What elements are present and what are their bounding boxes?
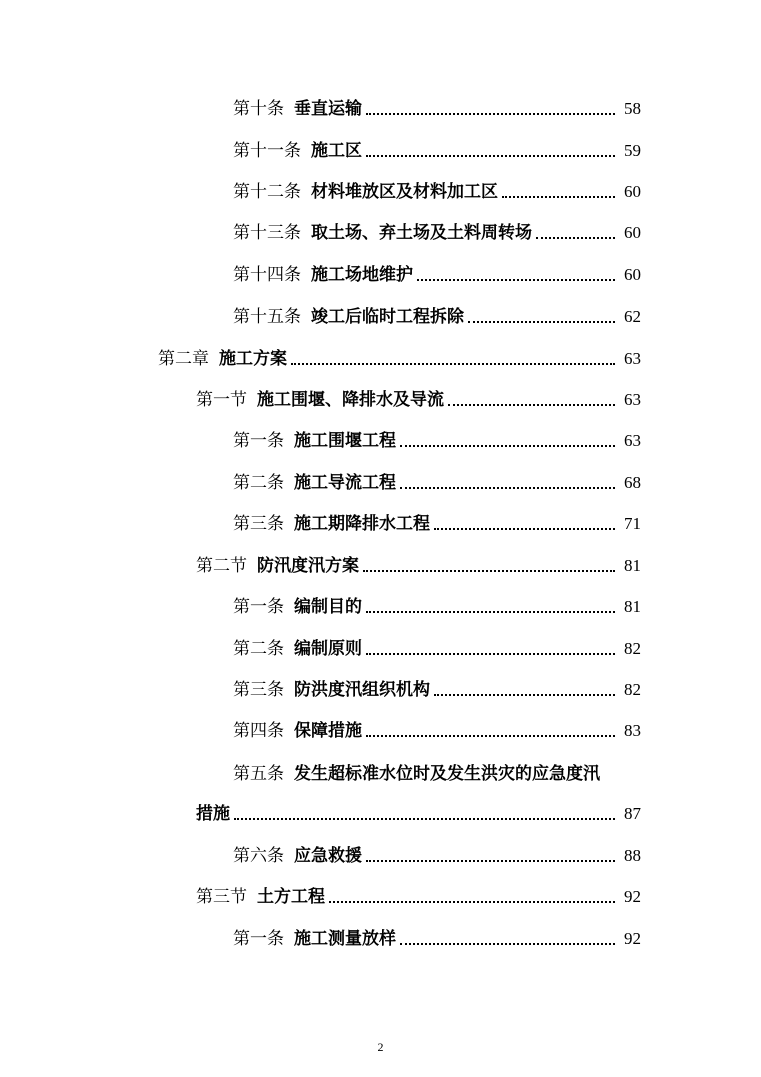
toc-entry-title: 保障措施	[294, 721, 362, 741]
toc-chapter-entry[interactable]	[158, 346, 641, 372]
toc-entry-page: 92	[624, 929, 641, 948]
toc-entry-title: 施工区	[311, 141, 362, 161]
dot-leader	[366, 113, 615, 115]
toc-entry-page: 71	[624, 514, 641, 533]
toc-entry[interactable]	[233, 304, 641, 330]
dot-leader	[234, 818, 615, 820]
dot-leader	[417, 279, 615, 281]
toc-entry-number: 第一条	[233, 431, 284, 451]
toc-entry[interactable]	[233, 179, 641, 205]
toc-entry-number: 第二条	[233, 639, 284, 659]
toc-entry-number: 第十一条	[233, 141, 301, 161]
toc-entry-page: 83	[624, 721, 641, 740]
toc-section-entry[interactable]	[196, 884, 641, 910]
toc-entry-page: 63	[624, 431, 641, 450]
dot-leader	[366, 735, 615, 737]
toc-entry-page: 81	[624, 556, 641, 575]
toc-entry-page: 60	[624, 182, 641, 201]
toc-entry-number: 第四条	[233, 721, 284, 741]
toc-entry[interactable]	[233, 262, 641, 288]
toc-entry[interactable]	[233, 470, 641, 496]
toc-entry-title: 施工方案	[219, 349, 287, 369]
toc-entry-page: 82	[624, 639, 641, 658]
dot-leader	[366, 611, 615, 613]
toc-entry-wrapped-continuation[interactable]	[196, 801, 641, 827]
dot-leader	[502, 196, 615, 198]
dot-leader	[434, 528, 615, 530]
toc-entry-page: 62	[624, 307, 641, 326]
toc-entry-page: 87	[624, 804, 641, 823]
toc-entry-title: 施工期降排水工程	[294, 514, 430, 534]
toc-entry[interactable]	[233, 220, 641, 246]
toc-entry-title: 应急救援	[294, 846, 362, 866]
toc-entry-title: 施工测量放样	[294, 929, 396, 949]
toc-entry-title: 土方工程	[257, 887, 325, 907]
dot-leader	[434, 694, 615, 696]
dot-leader	[400, 943, 615, 945]
toc-entry-number: 第三条	[233, 514, 284, 534]
toc-entry[interactable]	[233, 594, 641, 620]
toc-entry[interactable]	[233, 636, 641, 662]
toc-entry-title: 防汛度汛方案	[257, 556, 359, 576]
toc-entry-page: 58	[624, 99, 641, 118]
dot-leader	[363, 570, 615, 572]
toc-entry-number: 第二条	[233, 473, 284, 493]
toc-entry-title: 施工围堰工程	[294, 431, 396, 451]
dot-leader	[329, 901, 615, 903]
dot-leader	[400, 487, 615, 489]
toc-entry[interactable]	[233, 428, 641, 454]
toc-entry-title: 发生超标准水位时及发生洪灾的应急度汛	[294, 764, 600, 784]
toc-section-entry[interactable]	[196, 553, 641, 579]
toc-entry-number: 第一条	[233, 929, 284, 949]
toc-entry-title: 取土场、弃土场及土料周转场	[311, 223, 532, 243]
toc-entry-page: 88	[624, 846, 641, 865]
toc-entry-number: 第六条	[233, 846, 284, 866]
toc-entry[interactable]	[233, 718, 641, 744]
toc-entry-page: 82	[624, 680, 641, 699]
toc-entry-number: 第三条	[233, 680, 284, 700]
dot-leader	[536, 237, 615, 239]
toc-entry-page: 81	[624, 597, 641, 616]
toc-entry-number: 第三节	[196, 887, 247, 907]
toc-entry-title: 垂直运输	[294, 99, 362, 119]
toc-entry-title: 编制目的	[294, 597, 362, 617]
toc-entry-page: 60	[624, 265, 641, 284]
toc-section-entry[interactable]	[196, 387, 641, 413]
toc-entry-page: 59	[624, 141, 641, 160]
toc-entry[interactable]	[233, 677, 641, 703]
toc-entry-number: 第二章	[158, 349, 209, 369]
dot-leader	[448, 404, 615, 406]
toc-entry-title: 施工导流工程	[294, 473, 396, 493]
toc-entry-number: 第十四条	[233, 265, 301, 285]
toc-entry-page: 63	[624, 349, 641, 368]
toc-entry-title: 竣工后临时工程拆除	[311, 307, 464, 327]
toc-entry[interactable]	[233, 511, 641, 537]
toc-entry-number: 第一条	[233, 597, 284, 617]
toc-entry-title: 材料堆放区及材料加工区	[311, 182, 498, 202]
toc-entry[interactable]	[233, 138, 641, 164]
toc-entry-number: 第二节	[196, 556, 247, 576]
toc-entry-number: 第十三条	[233, 223, 301, 243]
toc-entry-number: 第五条	[233, 764, 284, 784]
toc-entry-page: 60	[624, 223, 641, 242]
toc-entry-number: 第一节	[196, 390, 247, 410]
toc-entry-number: 第十二条	[233, 182, 301, 202]
toc-entry-title: 防洪度汛组织机构	[294, 680, 430, 700]
dot-leader	[291, 363, 615, 365]
toc-entry-title: 措施	[196, 804, 230, 824]
dot-leader	[400, 445, 615, 447]
toc-entry[interactable]	[233, 926, 641, 952]
toc-entry-number: 第十五条	[233, 307, 301, 327]
toc-entry-number: 第十条	[233, 99, 284, 119]
toc-entry-page: 92	[624, 887, 641, 906]
toc-entry-title: 施工场地维护	[311, 265, 413, 285]
dot-leader	[366, 653, 615, 655]
toc-entry-page: 63	[624, 390, 641, 409]
page-number: 2	[377, 1040, 384, 1054]
toc-entry-page: 68	[624, 473, 641, 492]
toc-entry[interactable]	[233, 96, 641, 122]
toc-entry[interactable]	[233, 843, 641, 869]
toc-entry-wrapped-first-line[interactable]	[233, 761, 600, 787]
dot-leader	[366, 155, 615, 157]
toc-entry-title: 施工围堰、降排水及导流	[257, 390, 444, 410]
dot-leader	[366, 860, 615, 862]
toc-entry-title: 编制原则	[294, 639, 362, 659]
dot-leader	[468, 321, 615, 323]
